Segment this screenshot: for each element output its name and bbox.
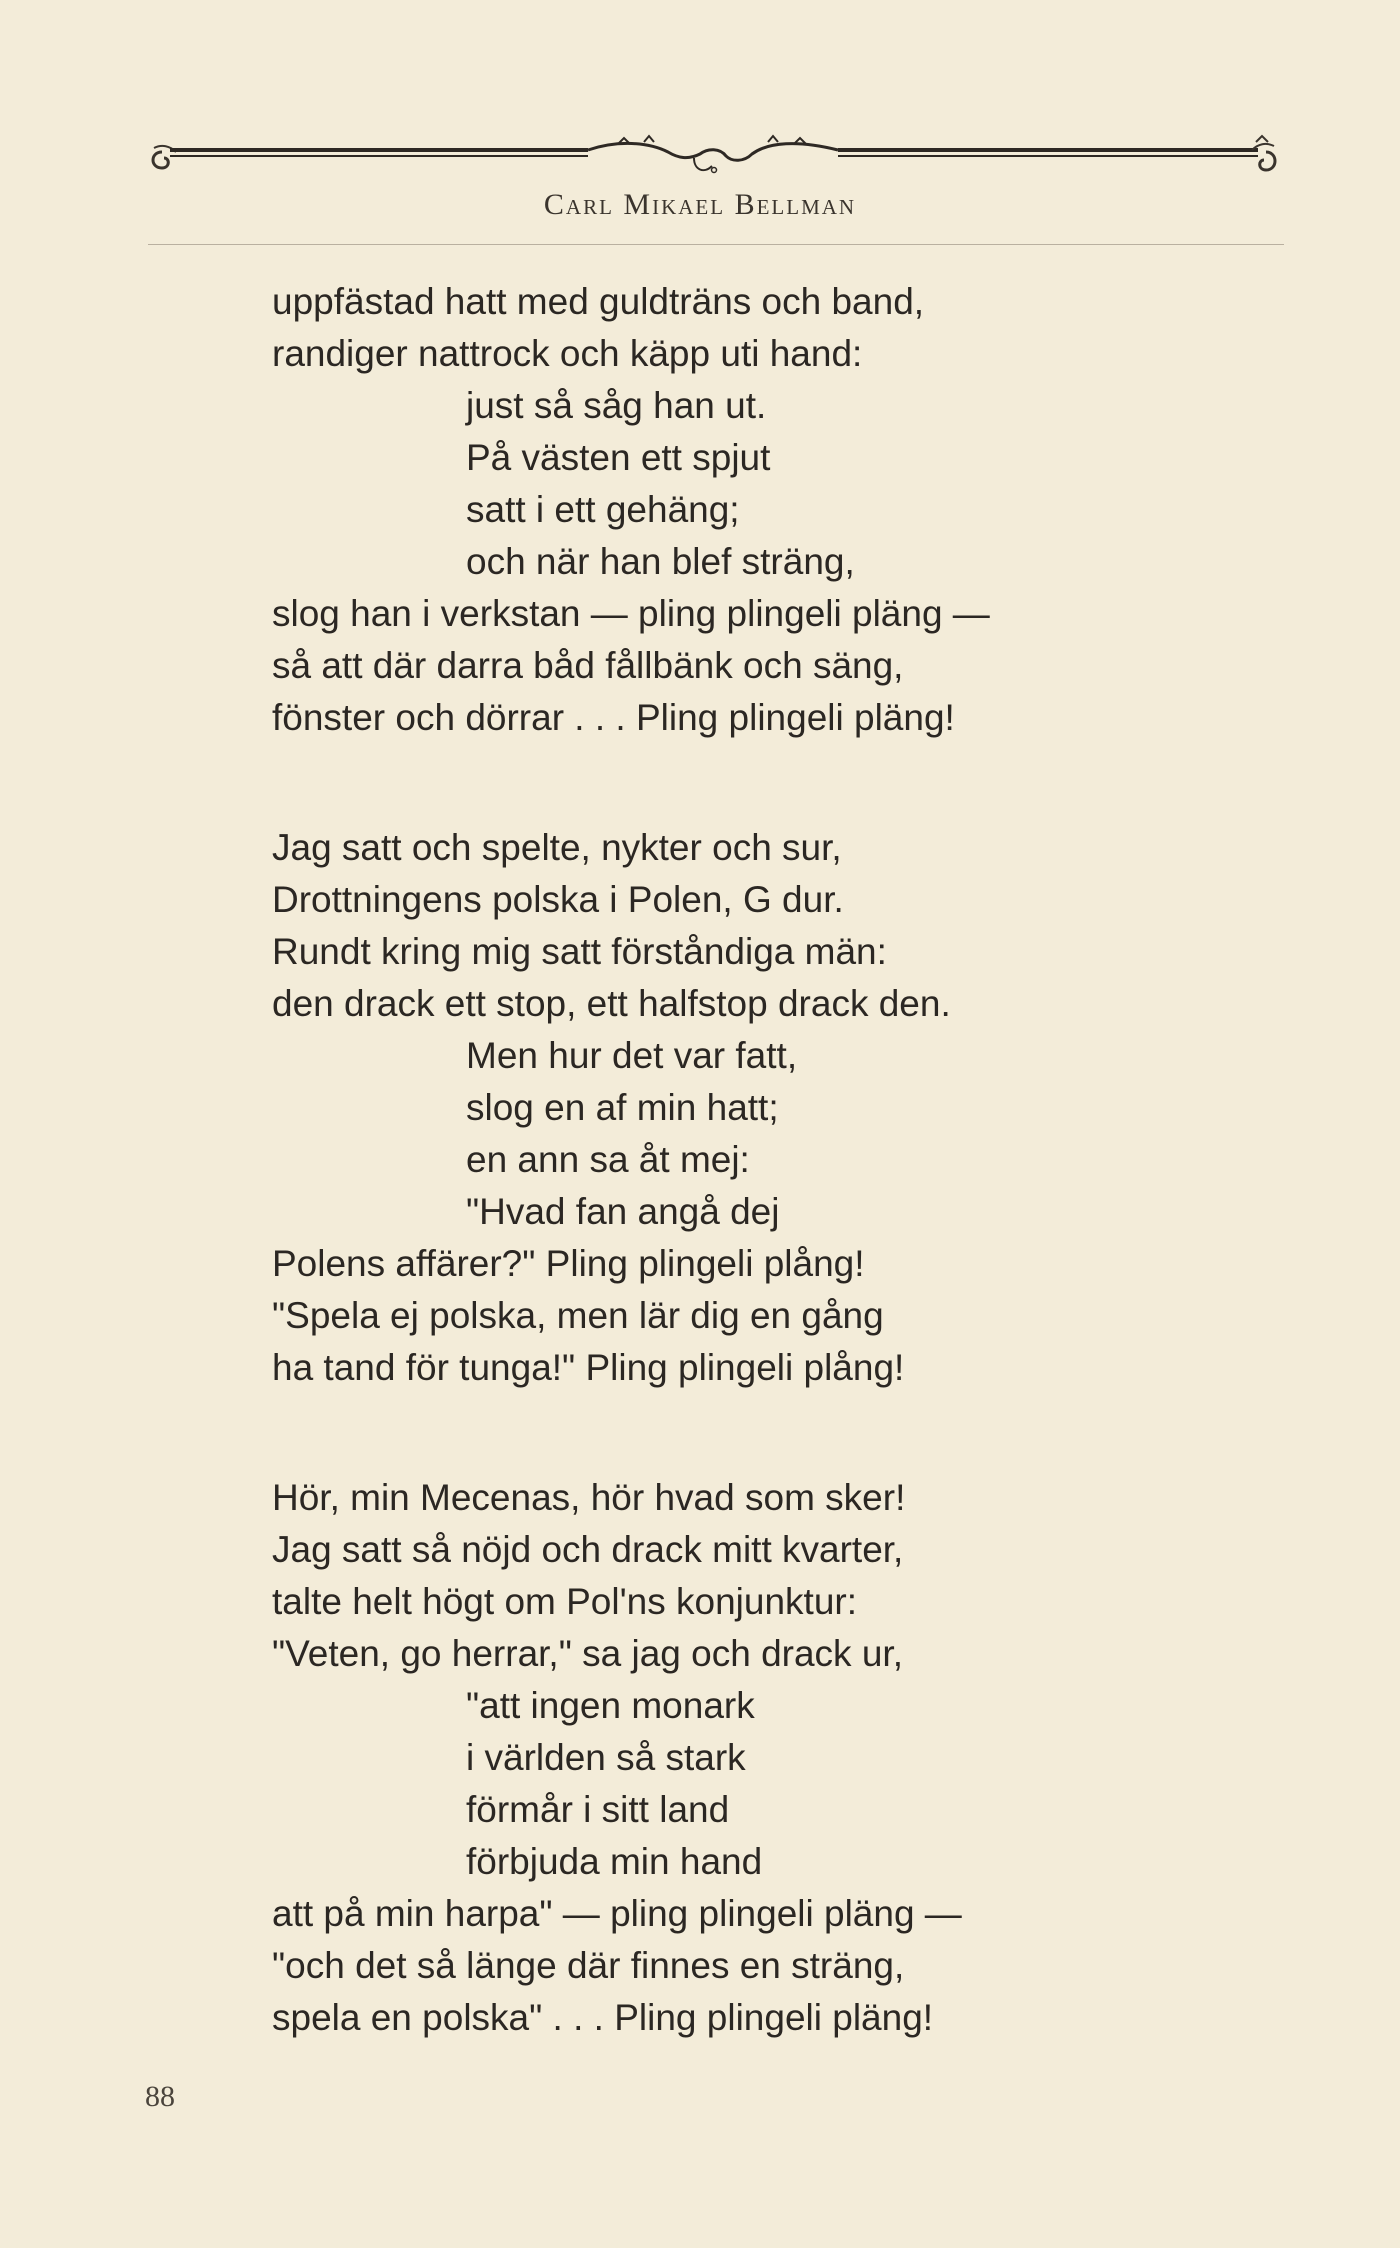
verse-line: slog han i verkstan — pling plingeli pläng — xyxy=(272,593,990,634)
verse-line: fönster och dörrar . . . Pling plingeli pläng! xyxy=(272,697,955,738)
verse-line: just så såg han ut. xyxy=(466,385,767,426)
verse-line: Jag satt så nöjd och drack mitt kvarter, xyxy=(272,1529,904,1570)
verse-line: "och det så länge där finnes en sträng, xyxy=(272,1945,905,1986)
verse-line: Rundt kring mig satt förståndiga män: xyxy=(272,931,887,972)
page-number: 88 xyxy=(145,2080,175,2113)
verse-line: Drottningens polska i Polen, G dur. xyxy=(272,879,844,920)
verse-line: satt i ett gehäng; xyxy=(466,489,740,530)
verse-line: Men hur det var fatt, xyxy=(466,1035,798,1076)
verse-line: förmår i sitt land xyxy=(466,1789,730,1830)
verse-line: "Hvad fan angå dej xyxy=(466,1191,780,1232)
verse-line: talte helt högt om Pol'ns konjunktur: xyxy=(272,1581,858,1622)
stanza xyxy=(272,276,1212,744)
verse-line: spela en polska" . . . Pling plingeli pläng! xyxy=(272,1997,934,2038)
verse-line: Hör, min Mecenas, hör hvad som sker! xyxy=(272,1477,906,1518)
header-ornament-icon xyxy=(148,130,1280,190)
verse-line: i världen så stark xyxy=(466,1737,746,1778)
header-divider xyxy=(148,244,1284,245)
verse-line: "att ingen monark xyxy=(466,1685,755,1726)
stanza xyxy=(272,822,1212,1394)
running-head: Carl Mikael Bellman xyxy=(543,188,857,221)
verse-line: Jag satt och spelte, nykter och sur, xyxy=(272,827,842,868)
verse-line: så att där darra båd fållbänk och säng, xyxy=(272,645,904,686)
verse-line: att på min harpa" — pling plingeli pläng — xyxy=(272,1893,962,1934)
verse-line: Polens affärer?" Pling plingeli plång! xyxy=(272,1243,865,1284)
verse-line: och när han blef sträng, xyxy=(466,541,855,582)
verse-line: en ann sa åt mej: xyxy=(466,1139,750,1180)
verse-line: uppfästad hatt med guldträns och band, xyxy=(272,281,925,322)
verse-line: På västen ett spjut xyxy=(466,437,771,478)
verse-line: den drack ett stop, ett halfstop drack den. xyxy=(272,983,951,1024)
verse-line: "Spela ej polska, men lär dig en gång xyxy=(272,1295,884,1336)
verse-line: "Veten, go herrar," sa jag och drack ur, xyxy=(272,1633,903,1674)
verse-line: ha tand för tunga!" Pling plingeli plång! xyxy=(272,1347,905,1388)
verse-line: slog en af min hatt; xyxy=(466,1087,779,1128)
stanza xyxy=(272,1472,1212,2044)
poem-body xyxy=(272,276,1212,2122)
verse-line: randiger nattrock och käpp uti hand: xyxy=(272,333,863,374)
verse-line: förbjuda min hand xyxy=(466,1841,763,1882)
